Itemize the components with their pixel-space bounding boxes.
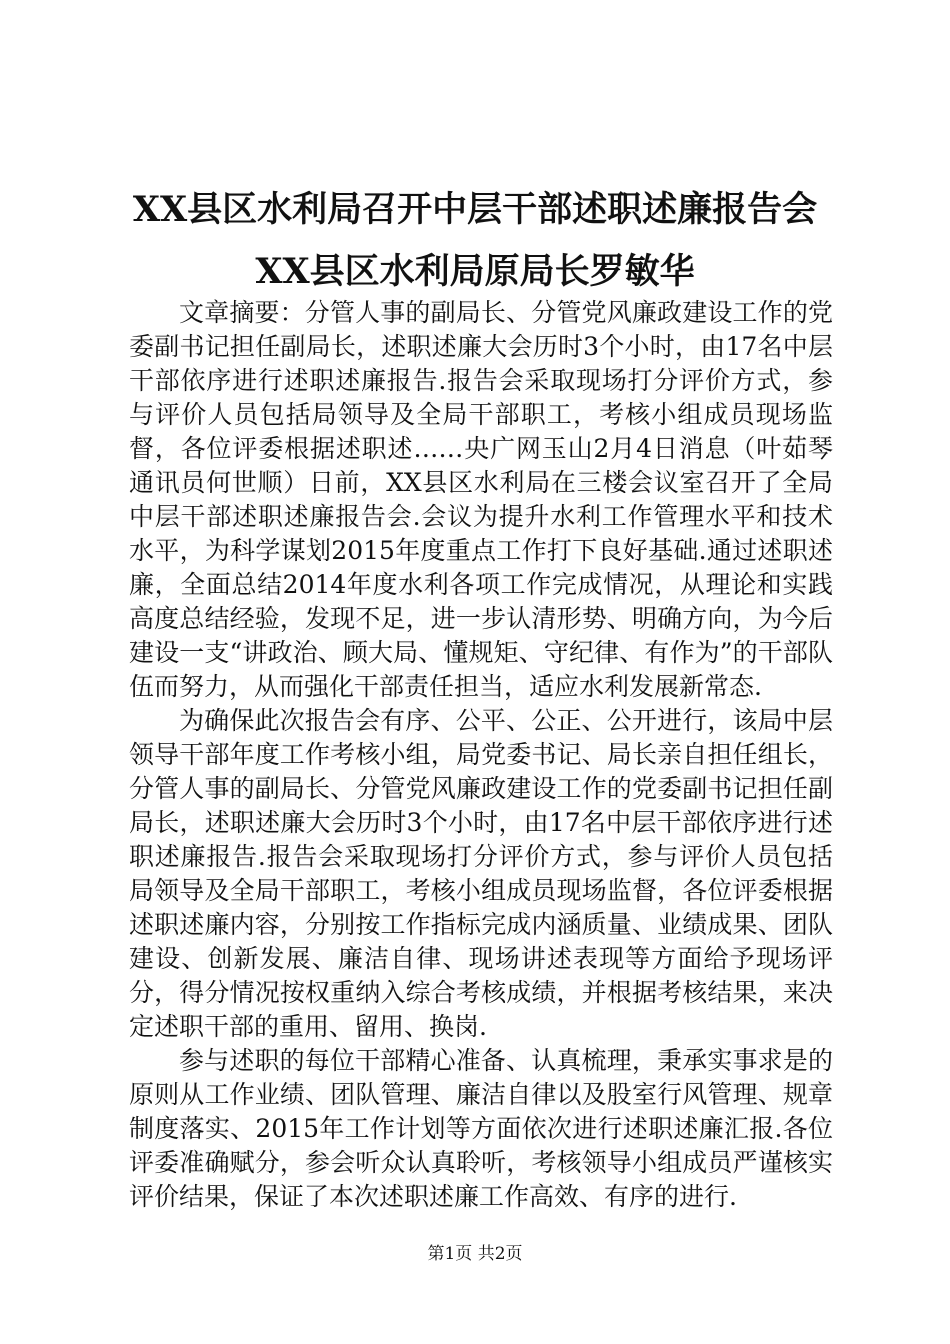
page-footer: 第1页 共2页 <box>427 1244 523 1264</box>
document-subtitle: XX县区水利局原局长罗敏华 <box>255 251 695 292</box>
paragraph-summary: 文章摘要：分管人事的副局长、分管党风廉政建设工作的党委副书记担任副局长，述职述廉大会历时3个小时，由17名中层干部依序进行述职述廉报告.报告会采取现场打分评价方式，参与评价人员包括局领导及全局干部职工，考核小组成员现场监督，各位评委根据述职述……央广网玉山2月4日消息（叶茹琴通讯员何世顺）日前，XX县区水利局在三楼会议室召开了全局中层干部述职述廉报告会.会议为提升水利工作管理水平和技术水平，为科学谋划2015年度重点工作打下良好基础.通过述职述廉，全面总结2014年度水利各项工作完成情况，从理论和实践高度总结经验，发现不足，进一步认清形势、明确方向，为今后建设一支“讲政治、顾大局、懂规矩、守纪律、有作为”的干部队伍而努力，从而强化干部责任担当，适应水利发展新常态. <box>129 298 833 701</box>
document-title: XX县区水利局召开中层干部述职述廉报告会 <box>132 189 818 230</box>
document-body <box>129 296 833 1214</box>
paragraph-process: 为确保此次报告会有序、公平、公正、公开进行，该局中层领导干部年度工作考核小组，局党委书记、局长亲自担任组长，分管人事的副局长、分管党风廉政建设工作的党委副书记担任副局长，述职述廉大会历时3个小时，由17名中层干部依序进行述职述廉报告.报告会采取现场打分评价方式，参与评价人员包括局领导及全局干部职工，考核小组成员现场监督，各位评委根据述职述廉内容，分别按工作指标完成内涵质量、业绩成果、团队建设、创新发展、廉洁自律、现场讲述表现等方面给予现场评分，得分情况按权重纳入综合考核成绩，并根据考核结果，来决定述职干部的重用、留用、换岗. <box>129 706 833 1041</box>
paragraph-conclusion: 参与述职的每位干部精心准备、认真梳理，秉承实事求是的原则从工作业绩、团队管理、廉洁自律以及股室行风管理、规章制度落实、2015年工作计划等方面依次进行述职述廉汇报.各位评委准确赋分，参会听众认真聆听，考核领导小组成员严谨核实评价结果，保证了本次述职述廉工作高效、有序的进行. <box>129 1046 833 1211</box>
